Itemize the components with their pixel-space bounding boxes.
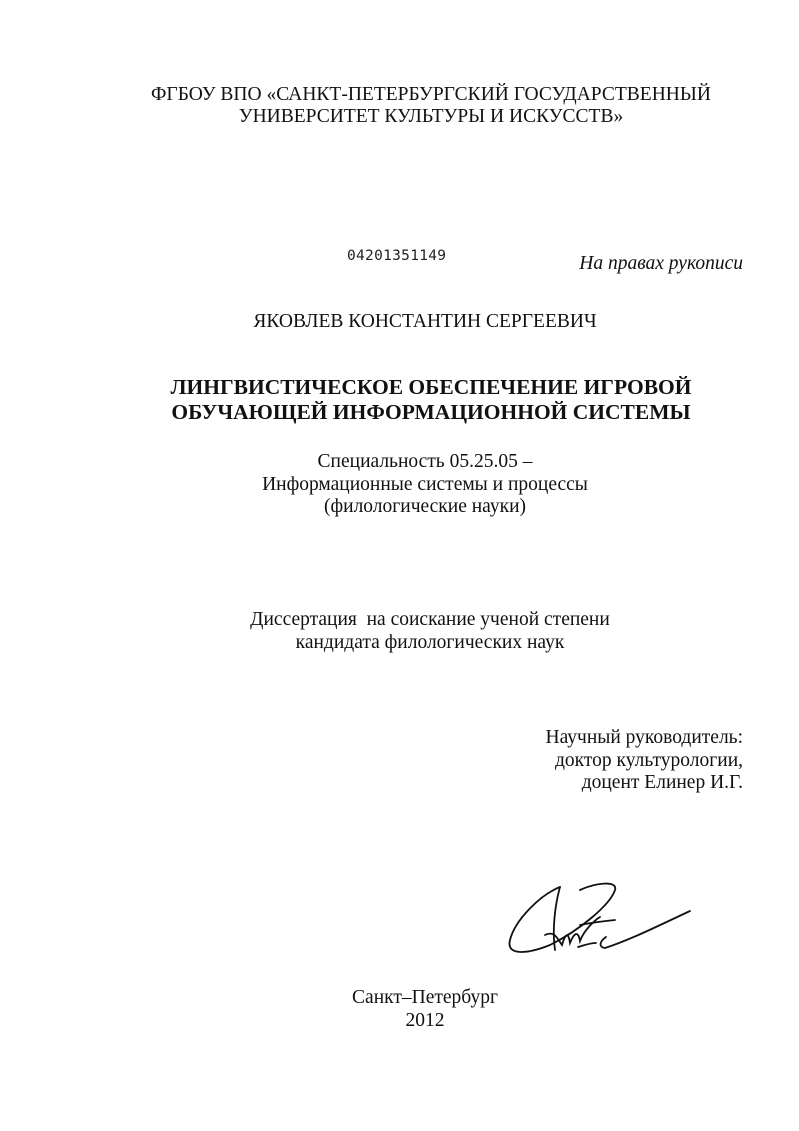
author-name: ЯКОВЛЕВ КОНСТАНТИН СЕРГЕЕВИЧ bbox=[253, 311, 597, 332]
signature bbox=[500, 875, 700, 965]
specialty-line-2: Информационные системы и процессы bbox=[262, 474, 588, 495]
year: 2012 bbox=[405, 1010, 445, 1031]
thesis-title-line-1: ЛИНГВИСТИЧЕСКОЕ ОБЕСПЕЧЕНИЕ ИГРОВОЙ bbox=[170, 375, 692, 399]
degree-line-2: кандидата филологических наук bbox=[295, 632, 565, 653]
supervisor-name: доцент Елинер И.Г. bbox=[581, 772, 743, 793]
thesis-title-line-2: ОБУЧАЮЩЕЙ ИНФОРМАЦИОННОЙ СИСТЕМЫ bbox=[171, 400, 691, 424]
organization-line-2: УНИВЕРСИТЕТ КУЛЬТУРЫ И ИСКУССТВ» bbox=[238, 106, 624, 127]
degree-line-1: Диссертация на соискание ученой степени bbox=[250, 609, 610, 630]
supervisor-label: Научный руководитель: bbox=[545, 727, 743, 748]
organization-line-1: ФГБОУ ВПО «САНКТ-ПЕТЕРБУРГСКИЙ ГОСУДАРСТВЕННЫЙ bbox=[151, 84, 711, 105]
manuscript-note: На правах рукописи bbox=[579, 253, 743, 274]
specialty-line-1: Специальность 05.25.05 – bbox=[317, 451, 533, 472]
city: Санкт–Петербург bbox=[352, 987, 498, 1008]
catalog-number: 04201351149 bbox=[347, 248, 447, 264]
supervisor-degree: доктор культурологии, bbox=[555, 750, 743, 771]
specialty-line-3: (филологические науки) bbox=[324, 496, 526, 517]
